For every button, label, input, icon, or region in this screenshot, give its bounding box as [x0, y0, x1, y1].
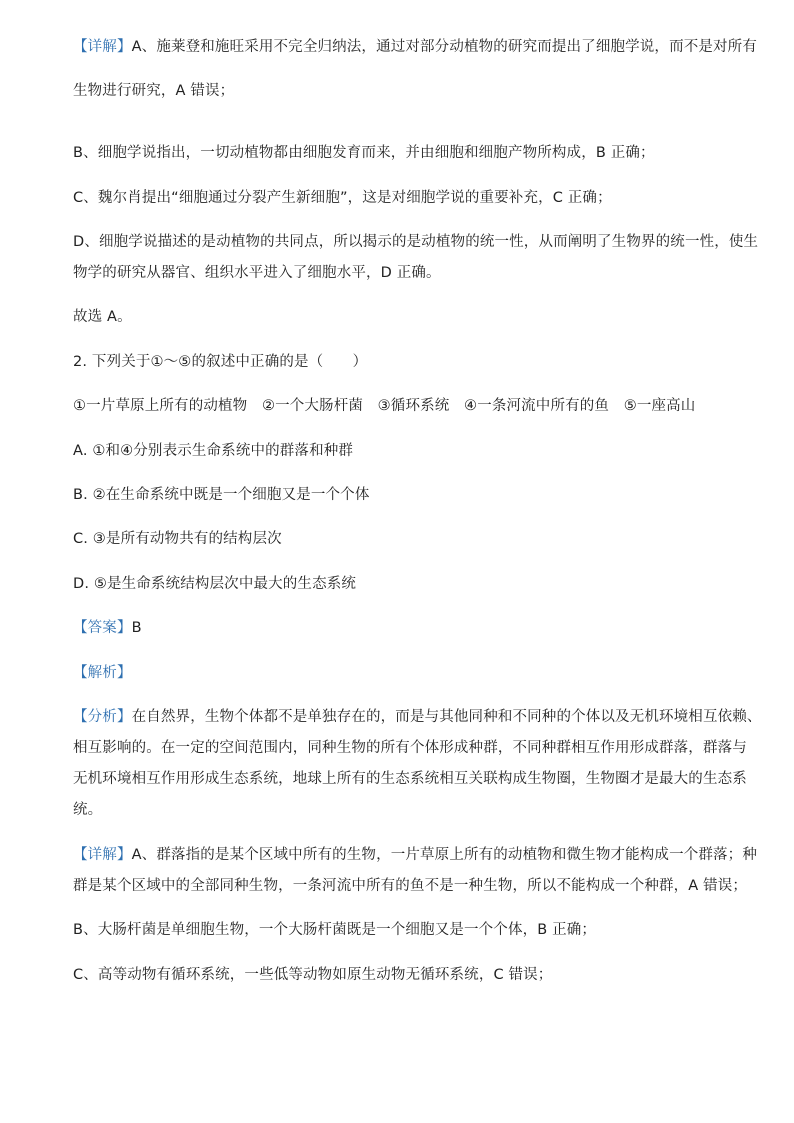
- fenxi-tag: 【分析】: [73, 709, 132, 725]
- answer-value: B: [131, 620, 142, 636]
- fenxi-line-4: 统。: [73, 802, 103, 818]
- fenxi-line-3: 无机环境相互作用形成生态系统，地球上所有的生态系统相互关联构成生物圈，生物圈才是最大的生态系: [73, 771, 747, 787]
- prev-detail-line-2: 生物进行研究，A 错误；: [73, 83, 235, 99]
- fenxi-text: 在自然界，生物个体都不是单独存在的，而是与其他同种和不同种的个体以及无机环境相互依赖、: [131, 709, 762, 725]
- option-a: A. ①和④分别表示生命系统中的群落和种群: [73, 443, 354, 459]
- xiangjie-line-1: [73, 845, 757, 865]
- question-2-stem: 2. 下列关于①～⑤的叙述中正确的是（ ）: [73, 354, 368, 370]
- prev-option-d-line-2: 物学的研究从器官、组织水平进入了细胞水平，D 正确。: [73, 265, 441, 281]
- prev-option-d-line-1: D、细胞学说描述的是动植物的共同点，所以揭示的是动植物的统一性，从而阐明了生物界的统一性，使生: [73, 234, 759, 250]
- analysis-tag: 【解析】: [73, 665, 132, 681]
- fenxi-line-2: 相互影响的。在一定的空间范围内，同种生物的所有个体形成种群，不同种群相互作用形成群落，群落与: [73, 740, 747, 756]
- prev-option-c-explanation: C、魏尔肖提出“细胞通过分裂产生新细胞”，这是对细胞学说的重要补充，C 正确；: [73, 190, 612, 206]
- prev-detail-line-1: [73, 37, 757, 57]
- xiangjie-tag: 【详解】: [73, 847, 132, 863]
- answer-tag: 【答案】: [73, 620, 132, 636]
- option-d: D. ⑤是生命系统结构层次中最大的生态系统: [73, 576, 357, 592]
- fenxi-line-1: [73, 707, 762, 727]
- option-c: C. ③是所有动物共有的结构层次: [73, 531, 282, 547]
- prev-conclusion: 故选 A。: [73, 309, 132, 325]
- xiangjie-text: A、群落指的是某个区域中所有的生物，一片草原上所有的动植物和微生物才能构成一个群落；种: [131, 847, 757, 863]
- q2-option-b-explanation: B、大肠杆菌是单细胞生物，一个大肠杆菌既是一个细胞又是一个个体，B 正确；: [73, 922, 597, 938]
- question-2-items: ①一片草原上所有的动植物 ②一个大肠杆菌 ③循环系统 ④一条河流中所有的鱼 ⑤一座高山: [73, 398, 696, 414]
- q2-option-c-explanation: C、高等动物有循环系统，一些低等动物如原生动物无循环系统，C 错误；: [73, 967, 553, 983]
- xiangjie-line-2: 群是某个区域中的全部同种生物，一条河流中所有的鱼不是一种生物，所以不能构成一个种群，A 错误；: [73, 878, 748, 894]
- detail-tag: 【详解】: [73, 39, 132, 55]
- option-b: B. ②在生命系统中既是一个细胞又是一个个体: [73, 487, 370, 503]
- prev-option-b-explanation: B、细胞学说指出，一切动植物都由细胞发育而来，并由细胞和细胞产物所构成，B 正确；: [73, 145, 655, 161]
- analysis-heading: [73, 663, 733, 683]
- detail-text: A、施莱登和施旺采用不完全归纳法，通过对部分动植物的研究而提出了细胞学说，而不是对所有: [131, 39, 757, 55]
- answer-line: [73, 618, 733, 638]
